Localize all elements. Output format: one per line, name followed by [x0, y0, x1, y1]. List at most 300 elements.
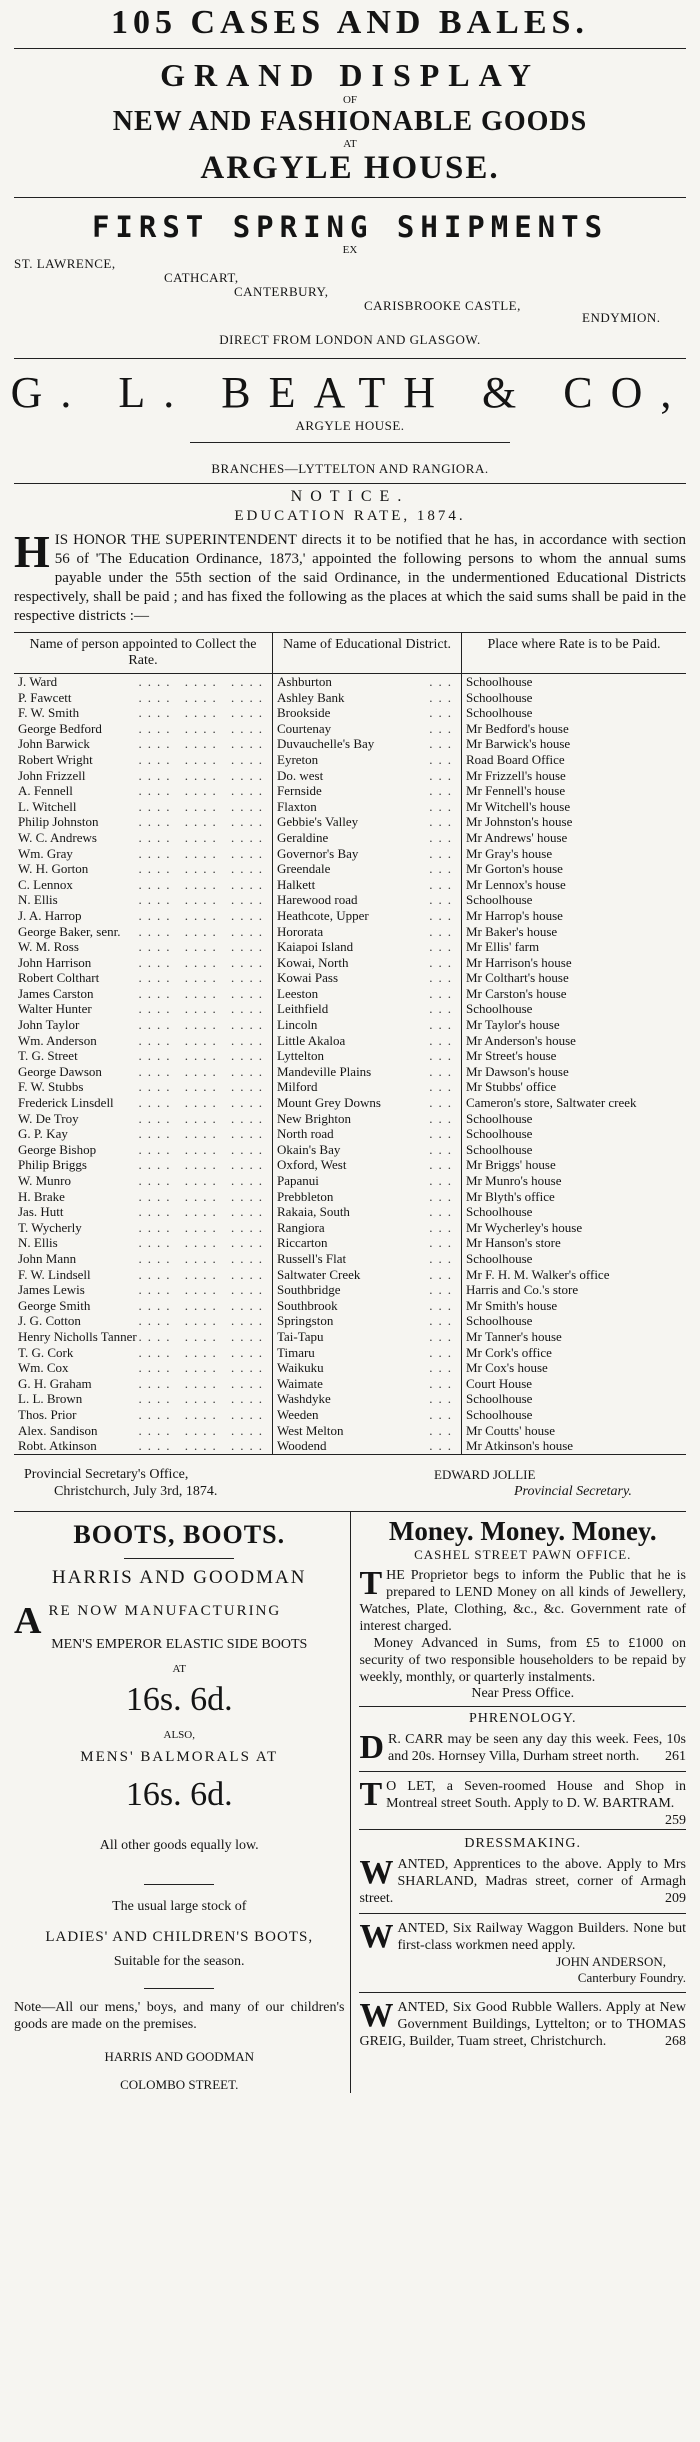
boots-intro	[14, 1599, 344, 1642]
rate-table	[14, 632, 686, 1454]
table-row	[14, 1267, 686, 1283]
dressmaking-advert	[359, 1836, 686, 1907]
district-cell: Governor's Bay ...	[273, 846, 462, 862]
table-row	[14, 1126, 686, 1142]
table-row	[14, 690, 686, 706]
collector-cell: John Mann .... .... ....	[14, 1251, 273, 1267]
district-cell: Oxford, West ...	[273, 1157, 462, 1173]
place-cell: Mr Harrison's house	[466, 954, 572, 970]
place-cell: Mr Munro's house	[466, 1173, 562, 1188]
district-cell: Mandeville Plains ...	[273, 1064, 462, 1080]
boots-line: LADIES' AND CHILDREN'S BOOTS,	[45, 1928, 314, 1945]
table-row	[14, 877, 686, 893]
place-cell: Road Board Office	[466, 751, 565, 767]
notice-title: NOTICE.	[290, 488, 410, 505]
collector-cell: L. L. Brown .... .... ....	[14, 1391, 273, 1407]
collector-cell: J. Ward .... .... ....	[14, 674, 273, 690]
place-cell: Mr Ellis' farm	[466, 939, 540, 955]
place-cell: Mr Gray's house	[466, 845, 553, 861]
collector-cell: W. Munro .... .... ....	[14, 1173, 273, 1189]
waggon-builders-advert	[359, 1917, 686, 1986]
education-rate-notice	[0, 488, 700, 1512]
boots-signature: HARRIS AND GOODMAN	[104, 2048, 254, 2064]
place-cell: Schoolhouse	[466, 1001, 533, 1017]
waggon-text: ANTED, Six Railway Waggon Builders. None but first-class workmen need apply.	[397, 1920, 686, 1953]
divider	[14, 1454, 686, 1455]
divider	[359, 1913, 686, 1914]
money-title: Money. Money. Money.	[388, 1515, 657, 1546]
divider	[14, 197, 686, 198]
table-body	[14, 674, 686, 1454]
place-cell: Schoolhouse	[466, 674, 533, 689]
collector-cell: W. H. Gorton .... .... ....	[14, 861, 273, 877]
table-row	[14, 1033, 686, 1049]
small-adverts	[351, 1512, 686, 2093]
place-cell: Mr Anderson's house	[466, 1032, 576, 1048]
place-cell: Mr Gorton's house	[466, 861, 563, 877]
table-header-row	[14, 633, 686, 674]
collector-cell: Wm. Cox .... .... ....	[14, 1360, 273, 1376]
place-cell: Mr Lennox's house	[466, 876, 566, 892]
notice-text: IS HONOR THE SUPERINTENDENT directs it to be notified that he has, in accordance with section 56 of 'The Education Ordinance, 1873,' appointed the following persons to whom the annual sums payable under the 55th section of the said Ordinance, in the undermentioned Educational Districts respectively, shall be paid ; and has fixed the following as the places at which the said sums shall be paid in the respective districts :—	[14, 532, 686, 624]
place-cell: Court House	[466, 1375, 533, 1391]
district-cell: Flaxton ...	[273, 799, 462, 815]
collector-cell: W. M. Ross .... .... ....	[14, 939, 273, 955]
district-cell: Leeston ...	[273, 986, 462, 1002]
district-cell: Ashburton ...	[273, 674, 462, 690]
phrenology-advert	[359, 1711, 686, 1765]
collector-cell: George Baker, senr. .... .... ....	[14, 924, 273, 940]
place-cell: Mr Fennell's house	[466, 783, 566, 799]
district-cell: Little Akaloa ...	[273, 1033, 462, 1049]
district-cell: Geraldine ...	[273, 830, 462, 846]
table-row	[14, 955, 686, 971]
place-cell: Mr Johnston's house	[466, 814, 573, 830]
district-cell: Milford ...	[273, 1079, 462, 1095]
district-cell: Leithfield ...	[273, 1001, 462, 1017]
collector-cell: H. Brake .... .... ....	[14, 1189, 273, 1205]
collector-cell: Walter Hunter .... .... ....	[14, 1001, 273, 1017]
place-cell: Mr Barwick's house	[466, 736, 571, 752]
district-cell: Heathcote, Upper ...	[273, 908, 462, 924]
district-cell: North road ...	[273, 1126, 462, 1142]
ship-list	[14, 256, 686, 325]
divider	[144, 1988, 214, 1989]
place-cell: Schoolhouse	[466, 1391, 533, 1407]
district-cell: Papanui ...	[273, 1173, 462, 1189]
table-row	[14, 970, 686, 986]
collector-cell: T. Wycherly .... .... ....	[14, 1220, 273, 1236]
place-cell: Schoolhouse	[466, 1406, 533, 1422]
notice-body	[14, 526, 686, 626]
collector-cell: N. Ellis .... .... ....	[14, 892, 273, 908]
table-row	[14, 1391, 686, 1407]
district-cell: Kowai, North ...	[273, 955, 462, 971]
dressmaking-text: ANTED, Apprentices to the above. Apply to Mrs SHARLAND, Madras street, corner of Armagh street.	[359, 1856, 686, 1906]
place-cell: Mr Coutts' house	[466, 1422, 556, 1438]
table-row	[14, 1111, 686, 1127]
district-cell: Mount Grey Downs ...	[273, 1095, 462, 1111]
table-row	[14, 721, 686, 737]
collector-cell: T. G. Cork .... .... ....	[14, 1345, 273, 1361]
table-row	[14, 1329, 686, 1345]
district-cell: Do. west ...	[273, 768, 462, 784]
cases-headline: 105 CASES AND BALES.	[111, 4, 589, 41]
district-cell: Ashley Bank ...	[273, 690, 462, 706]
district-cell: Rangiora ...	[273, 1220, 462, 1236]
boots-price: 16s. 6d.	[125, 1680, 233, 1718]
signatory: EDWARD JOLLIE	[434, 1466, 536, 1482]
drop-cap: H	[14, 526, 50, 577]
place-cell: Cameron's store, Saltwater creek	[466, 1095, 637, 1111]
ship-name: CATHCART,	[164, 270, 239, 285]
collector-cell: George Bishop .... .... ....	[14, 1142, 273, 1158]
district-cell: Southbrook ...	[273, 1298, 462, 1314]
collector-cell: J. G. Cotton .... .... ....	[14, 1313, 273, 1329]
place-cell: Schoolhouse	[466, 705, 533, 721]
place-cell: Mr Briggs' house	[466, 1157, 556, 1173]
drop-cap: T	[359, 1775, 383, 1813]
table-row	[14, 924, 686, 940]
section-head: PHRENOLOGY.	[468, 1710, 577, 1726]
firm-address: ARGYLE HOUSE.	[295, 418, 405, 433]
table-row	[14, 814, 686, 830]
district-cell: Duvauchelle's Bay ...	[273, 736, 462, 752]
place-cell: Schoolhouse	[466, 892, 533, 908]
direct-line: DIRECT FROM LONDON AND GLASGOW.	[219, 332, 481, 347]
place-cell: Schoolhouse	[466, 1110, 533, 1126]
fashionable-goods-headline: NEW AND FASHIONABLE GOODS	[112, 106, 588, 137]
place-cell: Mr Street's house	[466, 1048, 557, 1064]
collector-cell: John Frizzell .... .... ....	[14, 768, 273, 784]
collector-cell: Frederick Linsdell .... .... ....	[14, 1095, 273, 1111]
date-line: Christchurch, July 3rd, 1874.	[54, 1483, 218, 1499]
collector-cell: F. W. Smith .... .... ....	[14, 705, 273, 721]
phrenology-text: R. CARR may be seen any day this week. Fees, 10s and 20s. Hornsey Villa, Durham street north.	[388, 1731, 686, 1764]
collector-cell: L. Witchell .... .... ....	[14, 799, 273, 815]
collector-cell: P. Fawcett .... .... ....	[14, 690, 273, 706]
collector-cell: G. P. Kay .... .... ....	[14, 1126, 273, 1142]
place-cell: Mr Bedford's house	[466, 720, 569, 736]
collector-cell: Henry Nicholls Tanner .... .... ....	[14, 1329, 273, 1345]
dressmaking-body	[359, 1853, 686, 1907]
collector-cell: Robert Colthart .... .... ....	[14, 970, 273, 986]
table-row	[14, 1142, 686, 1158]
collector-cell: George Bedford .... .... ....	[14, 721, 273, 737]
place-cell: Mr Carston's house	[466, 985, 567, 1001]
table-row	[14, 1220, 686, 1236]
place-cell: Schoolhouse	[466, 1250, 533, 1266]
table-row	[14, 908, 686, 924]
table-row	[14, 1204, 686, 1220]
district-cell: Gebbie's Valley ...	[273, 814, 462, 830]
collector-cell: John Harrison .... .... ....	[14, 955, 273, 971]
place-cell: Mr Smith's house	[466, 1297, 558, 1313]
district-cell: Hororata ...	[273, 924, 462, 940]
district-cell: New Brighton ...	[273, 1111, 462, 1127]
table-row	[14, 1017, 686, 1033]
boots-line: MENS' BALMORALS AT	[80, 1748, 279, 1765]
table-row	[14, 783, 686, 799]
table-row	[14, 1235, 686, 1251]
signatory-title: Provincial Secretary.	[514, 1483, 632, 1499]
collector-cell: Philip Johnston .... .... ....	[14, 814, 273, 830]
advert-number: 261	[665, 1748, 686, 1764]
drop-cap: A	[14, 1599, 44, 1642]
place-cell: Mr Witchell's house	[466, 798, 571, 814]
place-cell: Schoolhouse	[466, 689, 533, 705]
table-row	[14, 1407, 686, 1423]
divider	[124, 1558, 234, 1559]
ship-name: CANTERBURY,	[234, 284, 329, 299]
branches-line: BRANCHES—LYTTELTON AND RANGIORA.	[211, 461, 489, 476]
district-cell: Courtenay ...	[273, 721, 462, 737]
ship-name: ENDYMION.	[582, 310, 661, 325]
collector-cell: George Dawson .... .... ....	[14, 1064, 273, 1080]
table-row	[14, 1360, 686, 1376]
district-cell: West Melton ...	[273, 1423, 462, 1439]
waggon-address: Canterbury Foundry.	[577, 1969, 686, 1985]
table-row	[14, 1423, 686, 1439]
district-cell: Rakaia, South ...	[273, 1204, 462, 1220]
divider	[359, 1829, 686, 1830]
place-cell: Harris and Co.'s store	[466, 1282, 579, 1298]
table-row	[14, 1282, 686, 1298]
table-row	[14, 1001, 686, 1017]
district-cell: Timaru ...	[273, 1345, 462, 1361]
drop-cap: T	[359, 1564, 383, 1602]
waggon-signature: JOHN ANDERSON,	[556, 1953, 666, 1969]
money-signature: Near Press Office.	[471, 1685, 575, 1701]
table-row	[14, 1064, 686, 1080]
argyle-house-headline: ARGYLE HOUSE.	[200, 150, 500, 186]
drop-cap: W	[359, 1853, 394, 1891]
ship-name: CARISBROOKE CASTLE,	[364, 298, 521, 313]
district-cell: Waikuku ...	[273, 1360, 462, 1376]
boots-title: BOOTS, BOOTS.	[73, 1519, 286, 1549]
place-cell: Mr Hanson's store	[466, 1235, 561, 1251]
place-cell: Mr Blyth's office	[466, 1188, 555, 1204]
district-cell: Riccarton ...	[273, 1235, 462, 1251]
district-cell: Southbridge ...	[273, 1282, 462, 1298]
collector-cell: George Smith .... .... ....	[14, 1298, 273, 1314]
boots-line: MEN'S EMPEROR ELASTIC SIDE BOOTS	[51, 1636, 308, 1652]
to-let-advert	[359, 1775, 686, 1828]
district-cell: Brookside ...	[273, 705, 462, 721]
table-row	[14, 939, 686, 955]
to-let-text: O LET, a Seven-roomed House and Shop in Montreal street South. Apply to D. W. BARTRAM.	[386, 1778, 686, 1811]
district-cell: Halkett ...	[273, 877, 462, 893]
boots-price: 16s. 6d.	[125, 1775, 233, 1813]
place-cell: Mr Cork's office	[466, 1344, 552, 1360]
place-cell: Mr Stubbs' office	[466, 1079, 557, 1095]
collector-cell: T. G. Street .... .... ....	[14, 1048, 273, 1064]
collector-cell: Alex. Sandison .... .... ....	[14, 1423, 273, 1439]
district-cell: Tai-Tapu ...	[273, 1329, 462, 1345]
table-row	[14, 1189, 686, 1205]
district-cell: Greendale ...	[273, 861, 462, 877]
collector-cell: C. Lennox .... .... ....	[14, 877, 273, 893]
table-row	[14, 1376, 686, 1392]
district-cell: Woodend ...	[273, 1438, 462, 1454]
district-cell: Eyreton ...	[273, 752, 462, 768]
collector-cell: Thos. Prior .... .... ....	[14, 1407, 273, 1423]
advert-number: 209	[665, 1890, 686, 1906]
table-row	[14, 830, 686, 846]
table-row	[14, 1048, 686, 1064]
money-body	[359, 1564, 686, 1635]
table-row	[14, 892, 686, 908]
table-row	[14, 1345, 686, 1361]
place-cell: Mr Harrop's house	[466, 907, 563, 923]
divider	[144, 1884, 214, 1885]
collector-cell: J. A. Harrop .... .... ....	[14, 908, 273, 924]
district-cell: Kaiapoi Island ...	[273, 939, 462, 955]
collector-cell: John Barwick .... .... ....	[14, 736, 273, 752]
table-row	[14, 1173, 686, 1189]
district-cell: Okain's Bay ...	[273, 1142, 462, 1158]
drop-cap: W	[359, 1996, 394, 2034]
table-row	[14, 846, 686, 862]
boots-line: Suitable for the season.	[113, 1953, 245, 1969]
column-header: Name of Educational District.	[273, 633, 462, 674]
place-cell: Schoolhouse	[466, 1126, 533, 1142]
boots-address: COLOMBO STREET.	[120, 2076, 239, 2092]
wallers-text: ANTED, Six Good Rubble Wallers. Apply at New Government Buildings, Lyttelton; or to THOMAS GREIG, Builder, Tuam street, Christchurch.	[359, 1999, 686, 2049]
district-cell: Washdyke ...	[273, 1391, 462, 1407]
divider	[14, 483, 686, 484]
of-label: OF	[342, 94, 358, 106]
collector-cell: Philip Briggs .... .... ....	[14, 1157, 273, 1173]
table-row	[14, 1313, 686, 1329]
boots-line: RE NOW MANUFACTURING	[48, 1602, 282, 1619]
collector-cell: Jas. Hutt .... .... ....	[14, 1204, 273, 1220]
district-cell: Lyttelton ...	[273, 1048, 462, 1064]
place-cell: Mr Andrews' house	[466, 829, 568, 845]
collector-cell: James Lewis .... .... ....	[14, 1282, 273, 1298]
boots-line: The usual large stock of	[112, 1898, 247, 1914]
table-row	[14, 799, 686, 815]
district-cell: Harewood road ...	[273, 892, 462, 908]
collector-cell: Wm. Anderson .... .... ....	[14, 1033, 273, 1049]
office-line: Provincial Secretary's Office,	[24, 1466, 189, 1482]
ex-label: EX	[342, 244, 358, 256]
ship-name: ST. LAWRENCE,	[14, 256, 116, 271]
district-cell: Kowai Pass ...	[273, 970, 462, 986]
advert-number: 268	[665, 2033, 686, 2049]
district-cell: Weeden ...	[273, 1407, 462, 1423]
divider	[14, 48, 686, 49]
collector-cell: G. H. Graham .... .... ....	[14, 1376, 273, 1392]
place-cell: Schoolhouse	[466, 1204, 533, 1220]
table-row	[14, 1298, 686, 1314]
phrenology-body	[359, 1728, 686, 1766]
place-cell: Mr Atkinson's house	[466, 1438, 574, 1454]
place-cell: Schoolhouse	[466, 1141, 533, 1157]
collector-cell: John Taylor .... .... ....	[14, 1017, 273, 1033]
table-row	[14, 752, 686, 768]
wallers-advert	[359, 1996, 686, 2050]
place-cell: Schoolhouse	[466, 1313, 533, 1329]
drop-cap: D	[359, 1728, 385, 1766]
column-header: Place where Rate is to be Paid.	[462, 633, 687, 674]
district-cell: Lincoln ...	[273, 1017, 462, 1033]
argyle-house-advert	[0, 4, 700, 484]
boots-firm: HARRIS AND GOODMAN	[51, 1566, 307, 1588]
money-subtitle: CASHEL STREET PAWN OFFICE.	[414, 1546, 632, 1562]
table-row	[14, 1438, 686, 1454]
collector-cell: N. Ellis .... .... ....	[14, 1235, 273, 1251]
collector-cell: A. Fennell .... .... ....	[14, 783, 273, 799]
notice-subtitle: EDUCATION RATE, 1874.	[234, 508, 466, 524]
table-row	[14, 1251, 686, 1267]
district-cell: Fernside ...	[273, 783, 462, 799]
district-cell: Waimate ...	[273, 1376, 462, 1392]
collector-cell: Robert Wright .... .... ....	[14, 752, 273, 768]
place-cell: Mr Frizzell's house	[466, 767, 566, 783]
table-row	[14, 986, 686, 1002]
at-label: AT	[343, 138, 357, 150]
place-cell: Mr Colthart's house	[466, 970, 569, 986]
table-row	[14, 1079, 686, 1095]
divider	[359, 1771, 686, 1772]
divider	[14, 358, 686, 359]
money-text: Money Advanced in Sums, from £5 to £1000 on security of two responsible householders to be repaid by weekly, monthly, or quarterly instalments.	[359, 1635, 686, 1685]
boots-advert	[14, 1512, 351, 2093]
also-label: ALSO,	[163, 1728, 195, 1741]
boots-note: Note—All our mens,' boys, and many of our children's goods are made on the premises.	[14, 1999, 345, 2032]
spring-shipments-headline: FIRST SPRING SHIPMENTS	[91, 210, 609, 244]
place-cell: Mr F. H. M. Walker's office	[466, 1266, 610, 1282]
place-cell: Mr Tanner's house	[466, 1328, 562, 1344]
table-row	[14, 768, 686, 784]
district-cell: Saltwater Creek ...	[273, 1267, 462, 1283]
district-cell: Springston ...	[273, 1313, 462, 1329]
collector-cell: Robt. Atkinson .... .... ....	[14, 1438, 273, 1454]
place-cell: Mr Wycherley's house	[466, 1219, 583, 1235]
collector-cell: W. De Troy .... .... ....	[14, 1111, 273, 1127]
place-cell: Mr Taylor's house	[466, 1017, 560, 1033]
boots-line: All other goods equally low.	[99, 1837, 259, 1853]
waggon-body	[359, 1917, 686, 1955]
collector-cell: F. W. Lindsell .... .... ....	[14, 1267, 273, 1283]
table-row	[14, 1157, 686, 1173]
divider	[359, 1992, 686, 1993]
place-cell: Mr Baker's house	[466, 923, 558, 939]
place-cell: Mr Cox's house	[466, 1360, 548, 1376]
place-cell: Mr Dawson's house	[466, 1063, 569, 1079]
at-label: AT	[172, 1662, 186, 1675]
divider	[359, 1706, 686, 1707]
collector-cell: James Carston .... .... ....	[14, 986, 273, 1002]
district-cell: Prebbleton ...	[273, 1189, 462, 1205]
divider	[190, 442, 510, 443]
firm-name: G. L. BEATH & CO,	[10, 368, 690, 417]
grand-display-headline: GRAND DISPLAY	[160, 57, 540, 93]
table-row	[14, 861, 686, 877]
table-row	[14, 736, 686, 752]
drop-cap: W	[359, 1917, 394, 1955]
notice-footer	[14, 1467, 686, 1507]
section-head: DRESSMAKING.	[464, 1835, 582, 1851]
collector-cell: W. C. Andrews .... .... ....	[14, 830, 273, 846]
advert-columns	[14, 1512, 686, 2093]
collector-cell: F. W. Stubbs .... .... ....	[14, 1079, 273, 1095]
table-row	[14, 1095, 686, 1111]
advert-number: 259	[665, 1812, 686, 1828]
collector-cell: Wm. Gray .... .... ....	[14, 846, 273, 862]
pawn-office-advert	[359, 1516, 686, 1702]
